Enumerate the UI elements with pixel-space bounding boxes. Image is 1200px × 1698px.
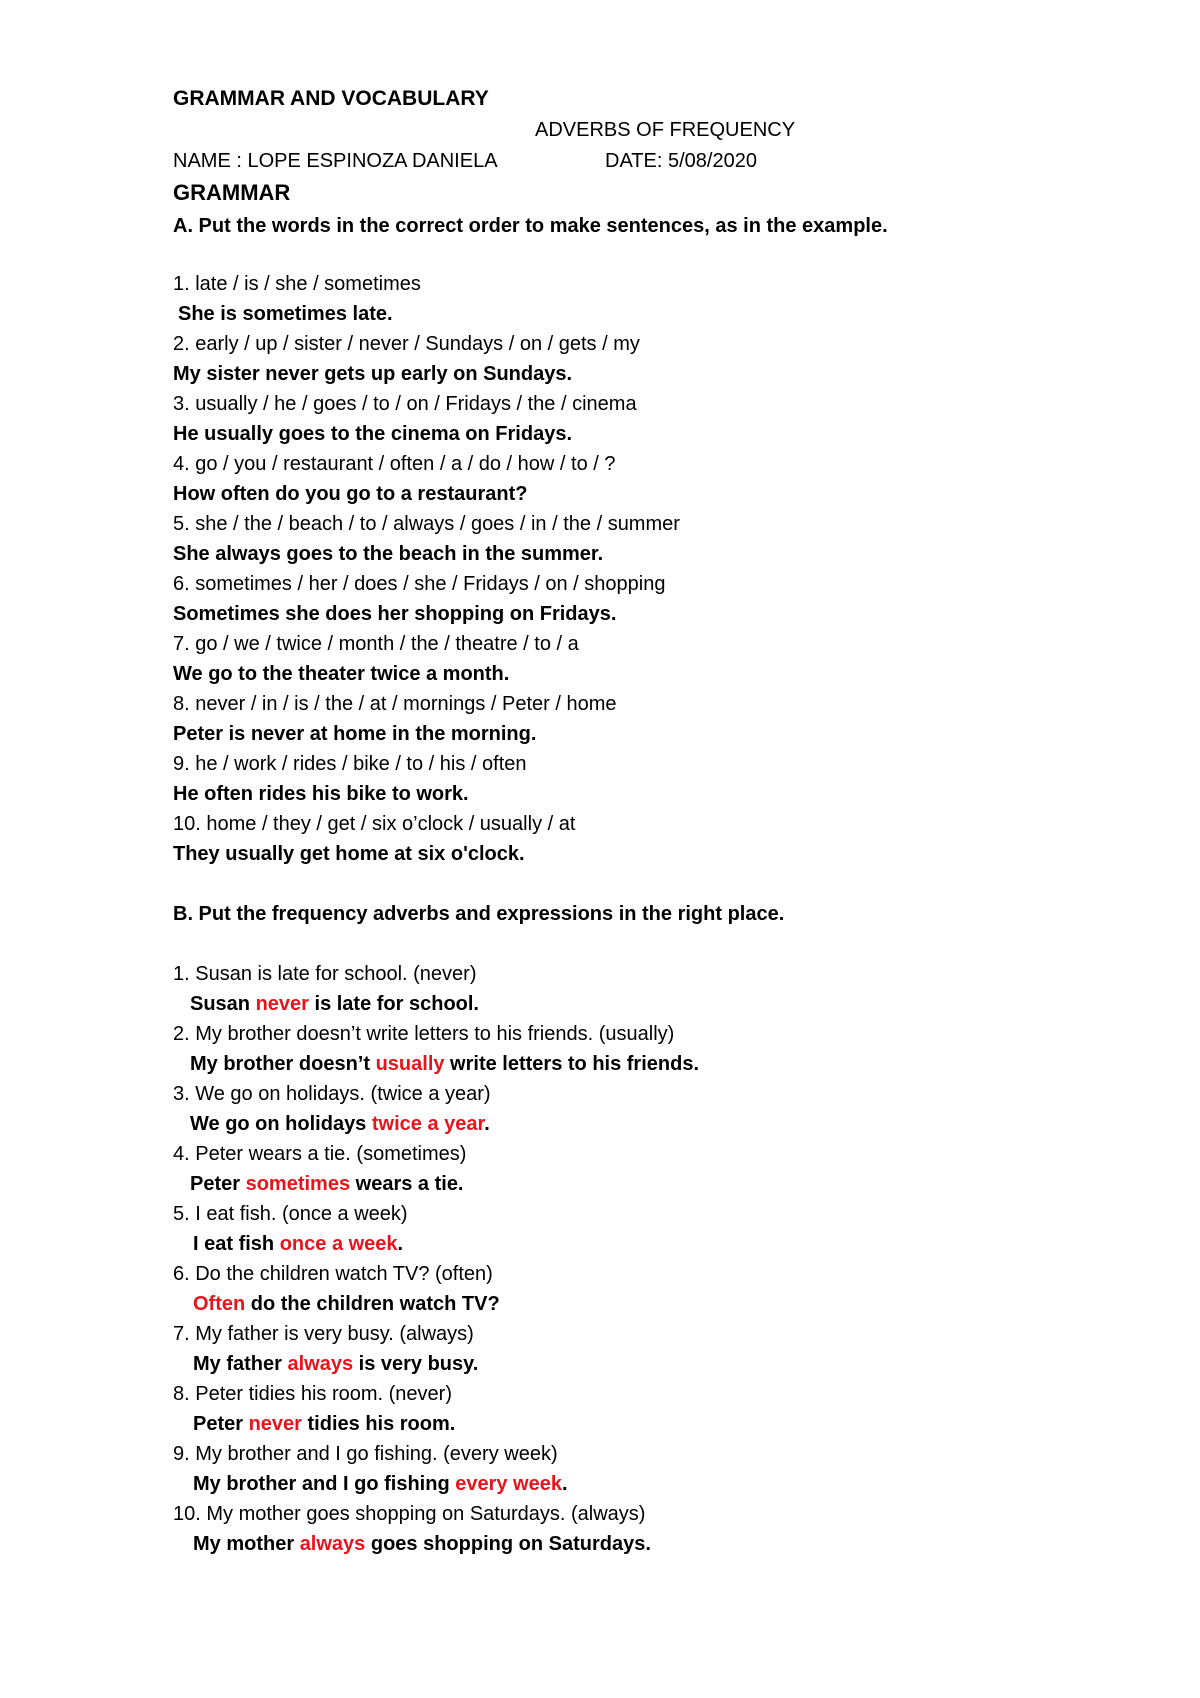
part-b-answer-8: Peter never tidies his room. bbox=[193, 1413, 456, 1435]
part-a-prompt-2: 2. early / up / sister / never / Sundays / on / gets / my bbox=[173, 333, 640, 355]
part-a-prompt-4: 4. go / you / restaurant / often / a / do / how / to / ? bbox=[173, 453, 616, 475]
part-a-answer-5: She always goes to the beach in the summer. bbox=[173, 543, 604, 565]
adverb-highlight: once a week bbox=[279, 1233, 398, 1255]
part-b-prompt-6: 6. Do the children watch TV? (often) bbox=[173, 1263, 493, 1285]
part-b-prompt-1: 1. Susan is late for school. (never) bbox=[173, 963, 477, 985]
part-b-prompt-8: 8. Peter tidies his room. (never) bbox=[173, 1383, 452, 1405]
part-b-prompt-7: 7. My father is very busy. (always) bbox=[173, 1323, 474, 1345]
part-b-answer-1: Susan never is late for school. bbox=[190, 993, 479, 1015]
part-b-answer-6: Often do the children watch TV? bbox=[193, 1293, 500, 1315]
adverb-highlight: always bbox=[287, 1353, 354, 1375]
part-a-prompt-9: 9. he / work / rides / bike / to / his / often bbox=[173, 753, 527, 775]
document-title: GRAMMAR AND VOCABULARY bbox=[173, 87, 489, 110]
part-a-prompt-3: 3. usually / he / goes / to / on / Fridays / the / cinema bbox=[173, 393, 637, 415]
adverb-highlight: twice a year bbox=[371, 1113, 485, 1135]
adverb-highlight: always bbox=[299, 1533, 366, 1555]
part-a-answer-6: Sometimes she does her shopping on Fridays. bbox=[173, 603, 617, 625]
part-b-instruction: B. Put the frequency adverbs and expressions in the right place. bbox=[173, 903, 785, 925]
part-b-answer-7: My father always is very busy. bbox=[193, 1353, 479, 1375]
part-a-prompt-5: 5. she / the / beach / to / always / goes / in / the / summer bbox=[173, 513, 680, 535]
adverb-highlight: sometimes bbox=[245, 1173, 351, 1195]
adverb-highlight: Often bbox=[193, 1293, 246, 1315]
part-b-answer-10: My mother always goes shopping on Saturdays. bbox=[193, 1533, 651, 1555]
part-a-answer-4: How often do you go to a restaurant? bbox=[173, 483, 528, 505]
adverb-highlight: every week bbox=[455, 1473, 562, 1495]
adverb-highlight: never bbox=[248, 1413, 302, 1435]
part-a-answer-8: Peter is never at home in the morning. bbox=[173, 723, 537, 745]
part-b-prompt-9: 9. My brother and I go fishing. (every week) bbox=[173, 1443, 558, 1465]
part-b-prompt-10: 10. My mother goes shopping on Saturdays. (always) bbox=[173, 1503, 646, 1525]
part-a-answer-7: We go to the theater twice a month. bbox=[173, 663, 510, 685]
document-subtitle: ADVERBS OF FREQUENCY bbox=[535, 119, 796, 141]
adverb-highlight: usually bbox=[375, 1053, 445, 1075]
worksheet-date: DATE: 5/08/2020 bbox=[605, 150, 757, 172]
part-a-prompt-1: 1. late / is / she / sometimes bbox=[173, 273, 421, 295]
student-name: NAME : LOPE ESPINOZA DANIELA bbox=[173, 150, 498, 172]
part-a-prompt-10: 10. home / they / get / six o’clock / usually / at bbox=[173, 813, 576, 835]
section-heading: GRAMMAR bbox=[173, 180, 291, 205]
part-b-prompt-3: 3. We go on holidays. (twice a year) bbox=[173, 1083, 491, 1105]
part-a-answer-1: She is sometimes late. bbox=[178, 303, 393, 325]
part-a-prompt-7: 7. go / we / twice / month / the / theatre / to / a bbox=[173, 633, 579, 655]
part-b-answer-3: We go on holidays twice a year. bbox=[190, 1113, 490, 1135]
part-b-answer-9: My brother and I go fishing every week. bbox=[193, 1473, 568, 1495]
part-a-answer-10: They usually get home at six o'clock. bbox=[173, 843, 525, 865]
part-a-prompt-6: 6. sometimes / her / does / she / Fridays / on / shopping bbox=[173, 573, 666, 595]
part-b-prompt-2: 2. My brother doesn’t write letters to his friends. (usually) bbox=[173, 1023, 675, 1045]
part-b-answer-2: My brother doesn’t usually write letters to his friends. bbox=[190, 1053, 700, 1075]
part-a-answer-2: My sister never gets up early on Sundays. bbox=[173, 363, 573, 385]
part-a-instruction: A. Put the words in the correct order to make sentences, as in the example. bbox=[173, 215, 888, 237]
part-b-answer-5: I eat fish once a week. bbox=[193, 1233, 404, 1255]
part-a-answer-3: He usually goes to the cinema on Fridays. bbox=[173, 423, 572, 445]
part-b-prompt-5: 5. I eat fish. (once a week) bbox=[173, 1203, 408, 1225]
part-b-answer-4: Peter sometimes wears a tie. bbox=[190, 1173, 464, 1195]
part-a-answer-9: He often rides his bike to work. bbox=[173, 783, 469, 805]
part-b-prompt-4: 4. Peter wears a tie. (sometimes) bbox=[173, 1143, 467, 1165]
adverb-highlight: never bbox=[255, 993, 309, 1015]
part-a-prompt-8: 8. never / in / is / the / at / mornings / Peter / home bbox=[173, 693, 617, 715]
